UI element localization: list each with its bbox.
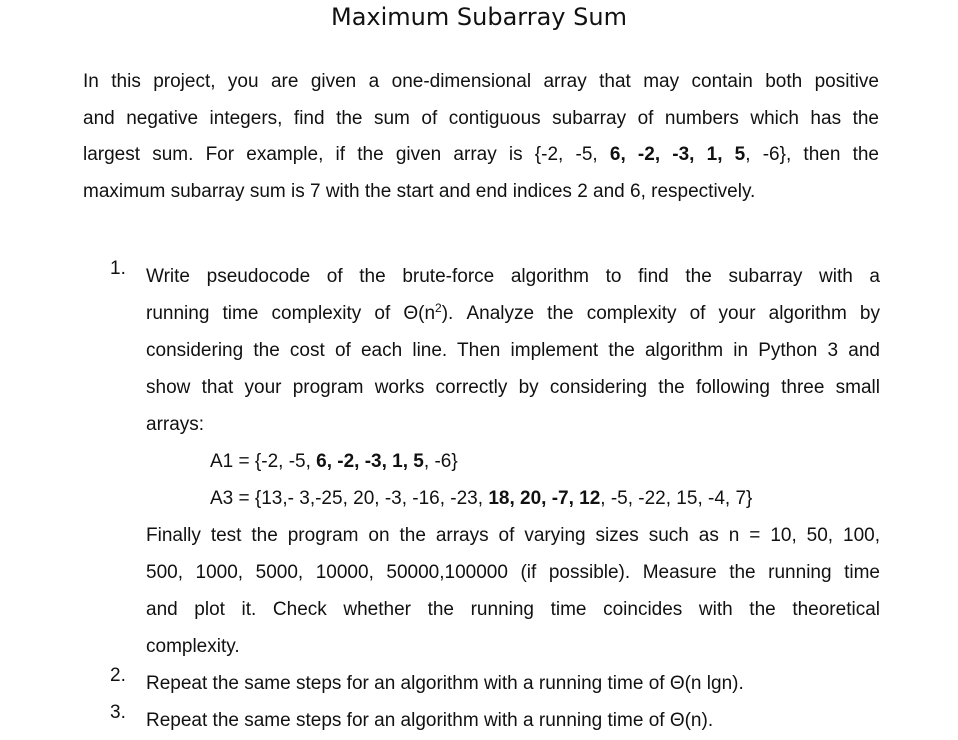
task-number: 2.: [110, 665, 126, 686]
task-number: 1.: [110, 258, 126, 279]
task-line: arrays:: [146, 414, 205, 435]
task-line: considering the cost of each line. Then implement the algorithm in Python 3 and: [146, 340, 880, 361]
task-list: [110, 258, 880, 739]
intro-line: In this project, you are given a one-dimensional array that may contain both positive: [83, 71, 879, 92]
page-title: Maximum Subarray Sum: [331, 3, 627, 31]
intro-line: and negative integers, find the sum of contiguous subarray of numbers which has the: [83, 107, 879, 129]
task-line: Write pseudocode of the brute-force algorithm to find the subarray with a: [146, 266, 880, 287]
intro-line: largest sum. For example, if the given array is {-2, -5, 6, -2, -3, 1, 5, -6}, then the: [83, 144, 879, 165]
task-item-3: [110, 702, 880, 739]
task-item-2: [110, 665, 880, 702]
task-line: running time complexity of $\Theta(n^2)$. Analyze the complexity of your algorithm by: [146, 301, 880, 324]
array-a1: A1 = {-2, -5, 6, -2, -3, 1, 5, -6}: [210, 451, 458, 472]
task-line: Repeat the same steps for an algorithm with a running time of Θ(n lgn).: [146, 673, 744, 694]
intro-line: maximum subarray sum is 7 with the start and end indices 2 and 6, respectively.: [83, 180, 756, 202]
task-number: 3.: [110, 702, 126, 723]
example-highlight: 6, -2, -3, 1, 5: [609, 144, 746, 165]
task-item-1: [110, 258, 880, 665]
task-line: Repeat the same steps for an algorithm with a running time of Θ(n).: [146, 710, 714, 731]
array-a3: A3 = {13,- 3,-25, 20, -3, -16, -23, 18, 20, -7, 12, -5, -22, 15, -4, 7}: [210, 488, 753, 509]
task-line: show that your program works correctly by considering the following three small: [146, 377, 880, 398]
task-line: 500, 1000, 5000, 10000, 50000,100000 (if possible). Measure the running time: [146, 562, 880, 583]
task-line: Finally test the program on the arrays of varying sizes such as n = 10, 50, 100,: [146, 525, 880, 546]
intro-paragraph: [83, 64, 879, 210]
task-line: complexity.: [146, 636, 240, 657]
task-line: and plot it. Check whether the running time coincides with the theoretical: [146, 599, 880, 620]
